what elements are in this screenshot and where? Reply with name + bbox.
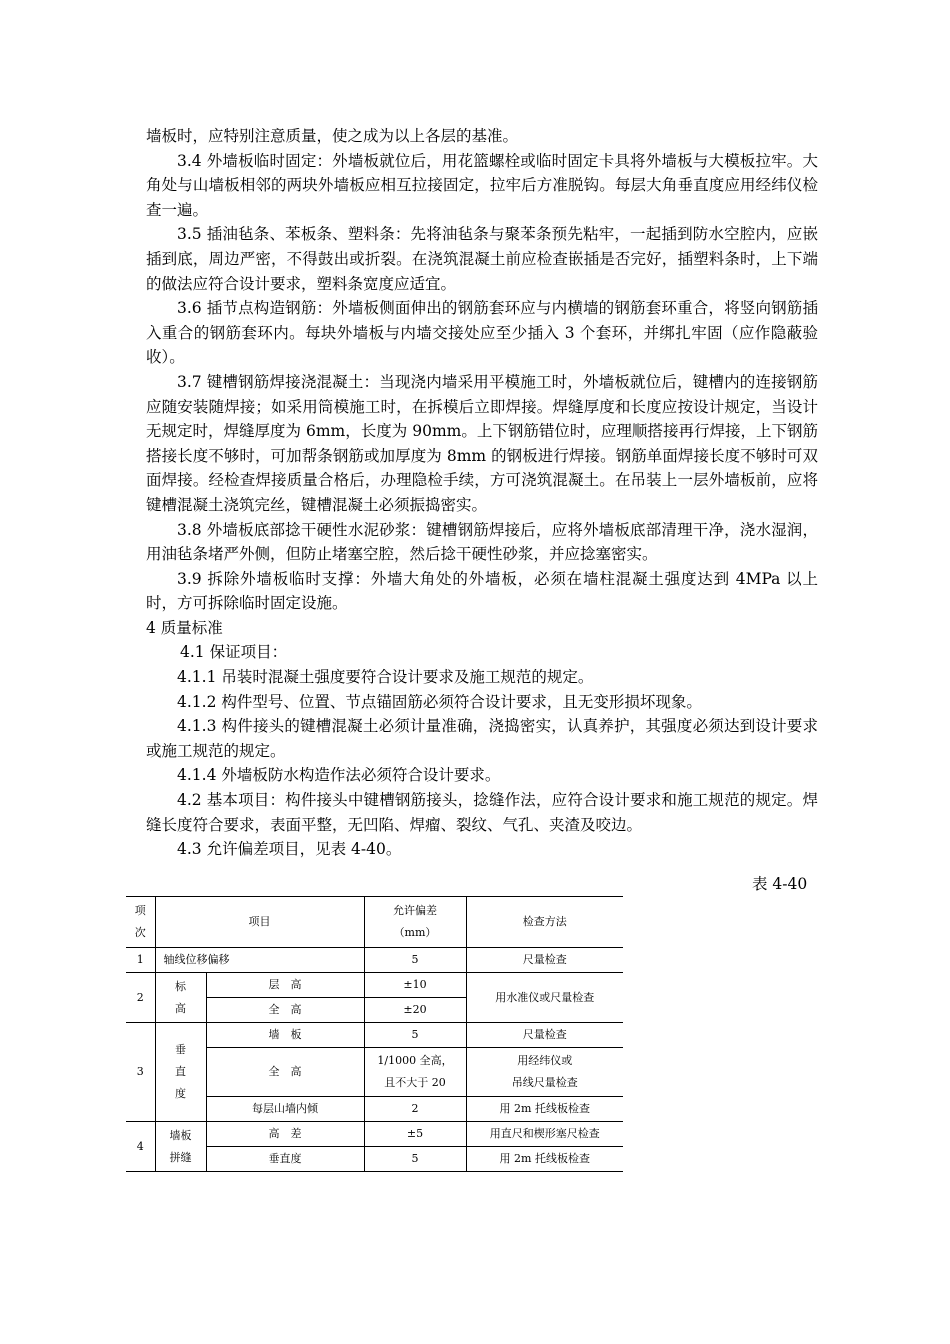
table-caption: 表 4-40 [752, 875, 808, 893]
row-tolerance: ±10 [364, 973, 466, 998]
paragraph-4-1: 4.1 保证项目： [180, 643, 288, 662]
header-no: 项 次 [126, 897, 155, 948]
paragraph-3-8: 3.8 外墙板底部捻干硬性水泥砂浆：键槽钢筋焊接后，应将外墙板底部清理干净，浇水湿润，用油毡条堵严外侧，但防止堵塞空腔，然后捻干硬性砂浆，并应捻塞密实。 [146, 520, 818, 564]
row-no: 3 [126, 1023, 155, 1122]
row-tolerance: 5 [364, 1147, 466, 1172]
section-heading-4: 4 质量标准 [146, 618, 223, 637]
body-text [146, 124, 818, 862]
table-header-row [126, 897, 623, 948]
paragraph-4-1-1: 4.1.1 吊装时混凝土强度要符合设计要求及施工规范的规定。 [177, 668, 594, 687]
table-row [126, 1122, 623, 1147]
row-subitem: 高 差 [206, 1122, 364, 1147]
row-group: 墙板 拼缝 [155, 1122, 206, 1172]
table-row [126, 973, 623, 998]
row-subitem: 墙 板 [206, 1023, 364, 1048]
paragraph-continuation: 墙板时，应特别注意质量，使之成为以上各层的基准。 [146, 127, 519, 145]
row-tolerance: 5 [364, 1023, 466, 1048]
row-tolerance: 5 [364, 948, 466, 973]
table-row [126, 1023, 623, 1048]
row-item: 轴线位移偏移 [155, 948, 364, 973]
paragraph-3-7: 3.7 键槽钢筋焊接浇混凝土：当现浇内墙采用平模施工时，外墙板就位后，键槽内的连接钢筋应随安装随焊接；如采用筒模施工时，在拆模后立即焊接。焊缝厚度和长度应按设计规定，当设计无规定时，焊缝厚度为 6mm，长度为 90mm。上下钢筋错位时，应理顺搭接再行焊接，上下钢筋搭接长度不够时，可加帮条钢筋或加厚度为 8mm 的钢板进行焊接。钢筋单面焊接长度不够时可双面焊接。经检查焊接质量合格后，办理隐检手续，方可浇筑混凝土。在吊装上一层外墙板前，应将键槽混凝土浇筑完丝，键槽混凝土必须振捣密实。 [146, 372, 818, 514]
row-tolerance: ±5 [364, 1122, 466, 1147]
paragraph-3-5: 3.5 插油毡条、苯板条、塑料条：先将油毡条与聚苯条预先粘牢，一起插到防水空腔内，应嵌插到底，周边严密，不得鼓出或折裂。在浇筑混凝土前应检查嵌插是否完好，插塑料条时，上下端的做法应符合设计要求，塑料条宽度应适宜。 [146, 225, 818, 293]
row-method: 用经纬仪或 吊线尺量检查 [466, 1048, 623, 1097]
paragraph-4-1-4: 4.1.4 外墙板防水构造作法必须符合设计要求。 [177, 766, 501, 785]
row-method: 尺量检查 [466, 1023, 623, 1048]
row-no: 4 [126, 1122, 155, 1172]
row-subitem: 每层山墙内倾 [206, 1097, 364, 1122]
paragraph-3-6: 3.6 插节点构造钢筋：外墙板侧面伸出的钢筋套环应与内横墙的钢筋套环重合，将竖向钢筋插入重合的钢筋套环内。每块外墙板与内墙交接处应至少插入 3 个套环，并绑扎牢固（应作隐蔽验收）。 [146, 299, 818, 367]
row-subitem: 垂直度 [206, 1147, 364, 1172]
row-no: 1 [126, 948, 155, 973]
paragraph-4-1-2: 4.1.2 构件型号、位置、节点锚固筋必须符合设计要求，且无变形损坏现象。 [177, 692, 702, 711]
paragraph-3-9: 3.9 拆除外墙板临时支撑：外墙大角处的外墙板，必须在墙柱混凝土强度达到 4MPa 以上时，方可拆除临时固定设施。 [146, 569, 818, 613]
row-subitem: 全 高 [206, 1048, 364, 1097]
row-tolerance: 1/1000 全高， 且不大于 20 [364, 1048, 466, 1097]
table-row [126, 948, 623, 973]
row-tolerance: 2 [364, 1097, 466, 1122]
paragraph-4-1-3: 4.1.3 构件接头的键槽混凝土必须计量准确，浇捣密实，认真养护，其强度必须达到设计要求或施工规范的规定。 [146, 717, 818, 760]
header-method: 检查方法 [466, 897, 623, 948]
paragraph-4-2: 4.2 基本项目：构件接头中键槽钢筋接头，捻缝作法，应符合设计要求和施工规范的规定。焊缝长度符合要求，表面平整，无凹陷、焊瘤、裂纹、气孔、夹渣及咬边。 [146, 791, 818, 834]
row-group: 标 高 [155, 973, 206, 1023]
paragraph-4-3: 4.3 允许偏差项目，见表 4-40。 [177, 840, 402, 859]
paragraph-3-4: 3.4 外墙板临时固定：外墙板就位后，用花篮螺栓或临时固定卡具将外墙板与大模板拉牢。大角处与山墙板相邻的两块外墙板应相互拉接固定，拉牢后方准脱钩。每层大角垂直度应用经纬仪检查一遍。 [146, 151, 818, 219]
header-tolerance: 允许偏差 （mm） [364, 897, 466, 948]
row-no: 2 [126, 973, 155, 1023]
tolerance-table [126, 896, 623, 1172]
row-subitem: 全 高 [206, 998, 364, 1023]
row-group: 垂 直 度 [155, 1023, 206, 1122]
row-method: 用 2m 托线板检查 [466, 1147, 623, 1172]
header-item: 项目 [155, 897, 364, 948]
row-method: 用 2m 托线板检查 [466, 1097, 623, 1122]
row-method: 用水准仪或尺量检查 [466, 973, 623, 1023]
row-subitem: 层 高 [206, 973, 364, 998]
row-method: 用直尺和楔形塞尺检查 [466, 1122, 623, 1147]
row-method: 尺量检查 [466, 948, 623, 973]
row-tolerance: ±20 [364, 998, 466, 1023]
